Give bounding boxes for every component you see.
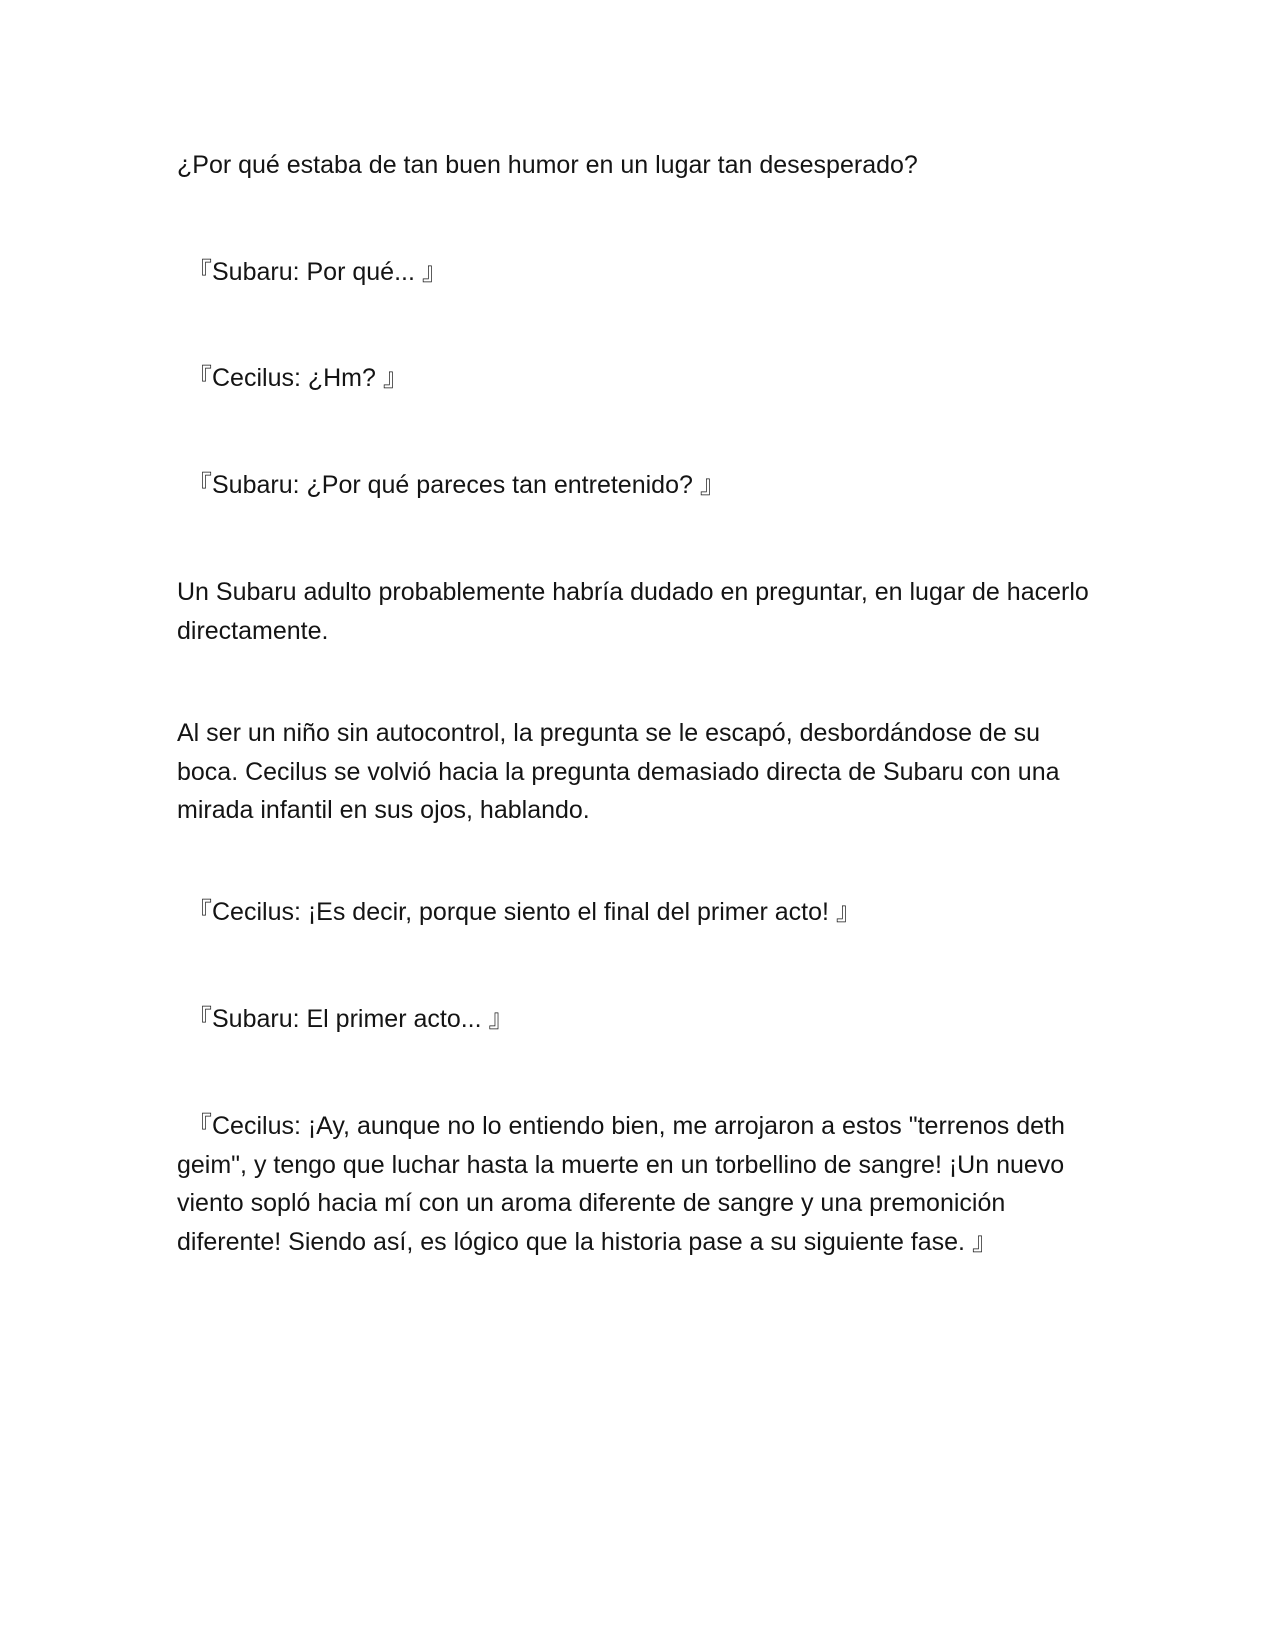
narration-paragraph: Al ser un niño sin autocontrol, la pregunta se le escapó, desbordándose de su boca. Cecilus se volvió hacia la pregunta demasiado directa de Subaru con una mirada infantil en sus ojos, hablando. — [177, 719, 1060, 824]
dialogue-line: 『Subaru: ¿Por qué pareces tan entretenido? 』 — [187, 471, 725, 499]
dialogue-line: 『Subaru: El primer acto... 』 — [187, 1005, 514, 1033]
narration-paragraph: ¿Por qué estaba de tan buen humor en un lugar tan desesperado? — [177, 151, 918, 179]
dialogue-line: 『Cecilus: ¿Hm? 』 — [187, 364, 408, 392]
dialogue-line: 『Cecilus: ¡Ay, aunque no lo entiendo bien, me arrojaron a estos "terrenos deth geim", y tengo que luchar hasta la muerte en un torbellino de sangre! ¡Un nuevo viento sopló hacia mí con un aroma diferente de sangre y una premonición diferente! Siendo así, es lógico que la historia pase a su siguiente fase. 』 — [177, 1112, 1065, 1256]
dialogue-line: 『Subaru: Por qué... 』 — [187, 258, 447, 286]
dialogue-line: 『Cecilus: ¡Es decir, porque siento el final del primer acto! 』 — [187, 898, 861, 926]
narration-paragraph: Un Subaru adulto probablemente habría dudado en preguntar, en lugar de hacerlo directamente. — [177, 578, 1089, 645]
